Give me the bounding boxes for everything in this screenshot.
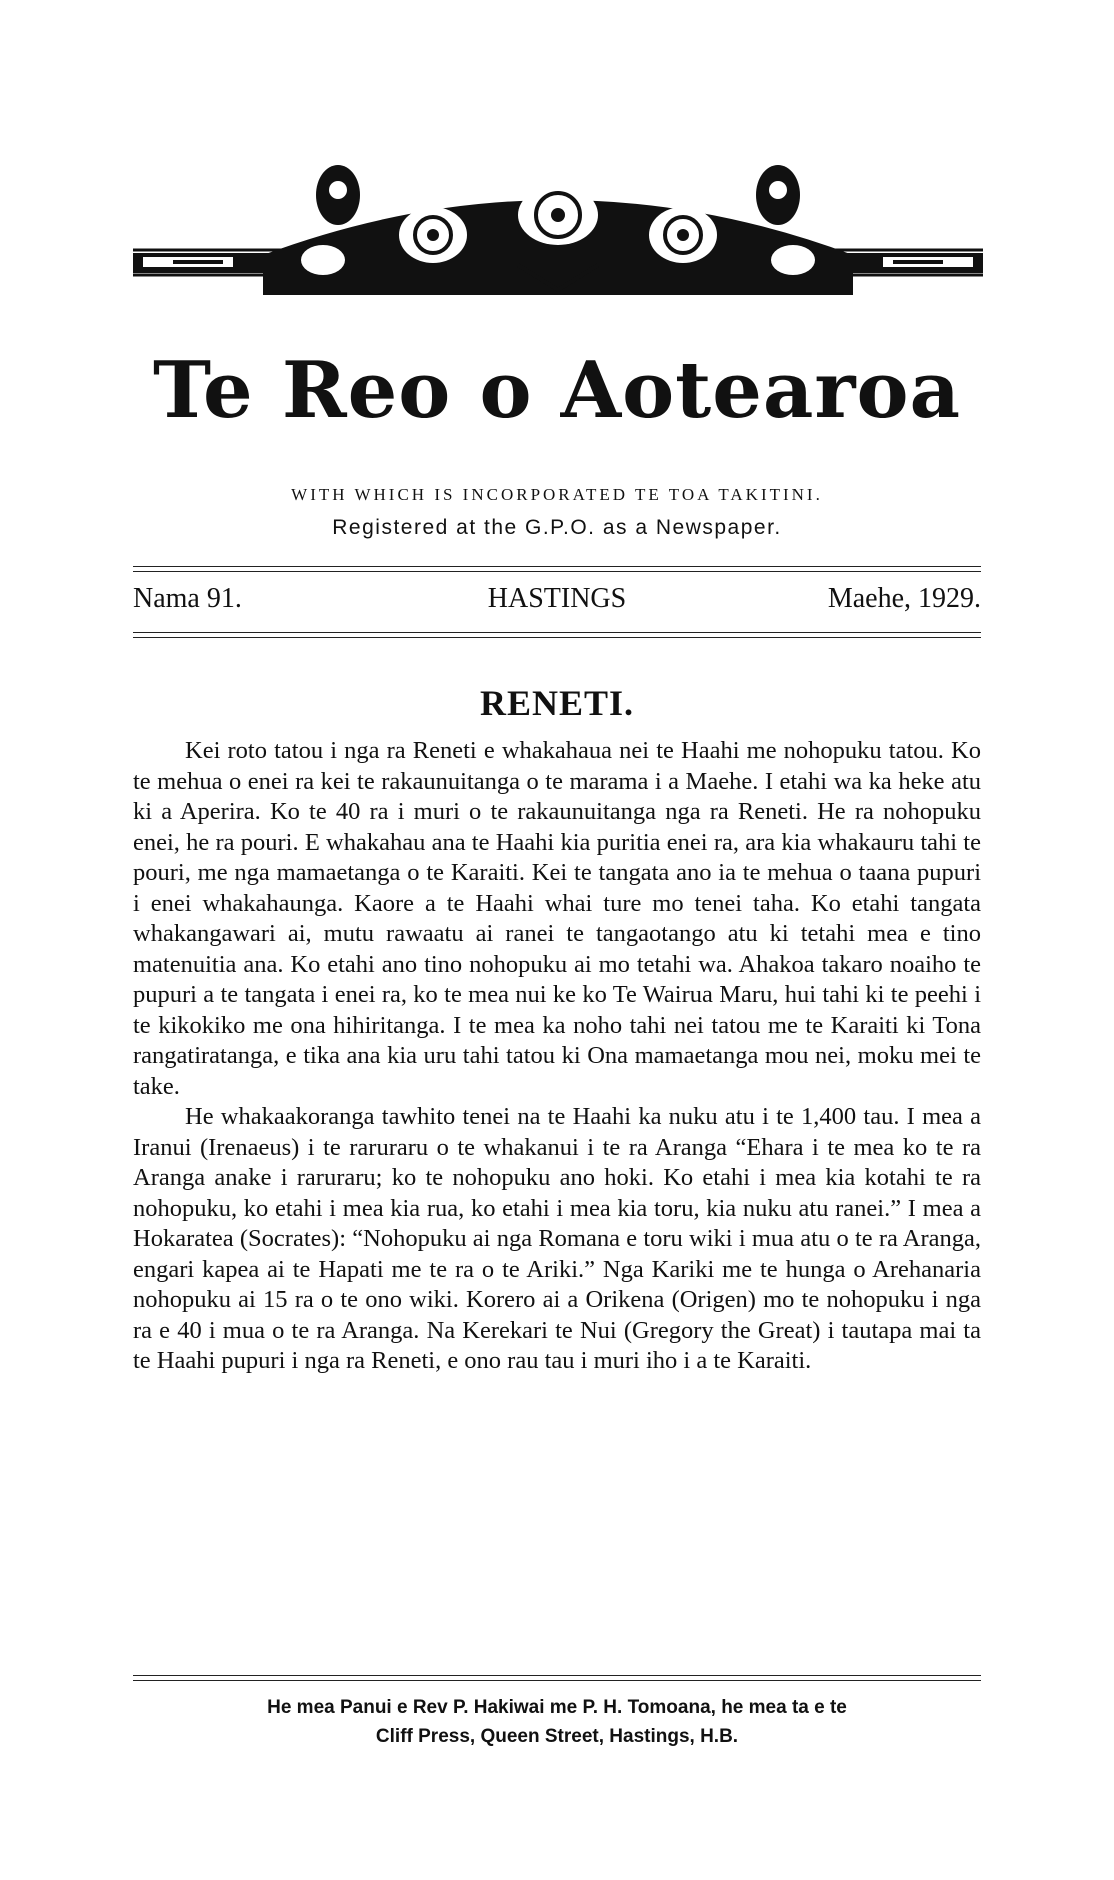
article-paragraph-2: He whakaakoranga tawhito tenei na te Haahi ka nuku atu i te 1,400 tau. I mea a Iranui (Irenaeus) i te raruraru o te whakanui i te ra Aranga “Ehara i te mea ko te ra Aranga anake i raruraru; ko te nohopuku ano hoki. Ko etahi i mea kia kotahi te ra nohopuku, ko etahi i mea kia rua, ko etahi i mea kia toru, kia nuku atu ranei.” I mea a Hokaratea (Socrates): “Nohopuku ai nga Romana e toru wiki i mua atu o te ra Aranga, engari kapea ai te Hapati me te ra o te Ariki.” Nga Kariki me te hunga o Arehanaria nohopuku ai 15 ra o te ono wiki. Korero ai a Orikena (Origen) mo te nohopuku i nga ra e 40 i mua o te ra Aranga. Na Kerekari te Nui (Gregory the Great) i tautapa mai ta te Haahi pupuri i nga ra Reneti, e ono rau tau i muri iho i a te Karaiti. (133, 1103, 981, 1374)
masthead-rule (133, 566, 981, 572)
issue-date: Maehe, 1929. (827, 583, 981, 614)
issue-place: HASTINGS (487, 583, 627, 614)
imprint-line-1: He mea Panui e Rev P. Hakiwai me P. H. Tomoana, he mea ta e te (267, 1697, 847, 1718)
footer-rule (133, 1675, 981, 1681)
article-body (133, 736, 981, 1377)
carved-banner-ornament (133, 155, 983, 300)
masthead-registered-line: Registered at the G.P.O. as a Newspaper. (332, 516, 782, 539)
printer-imprint (133, 1693, 981, 1751)
issue-line (133, 583, 981, 619)
issue-number: Nama 91. (133, 583, 242, 614)
masthead-title: Te Reo o Aotearoa (152, 345, 962, 436)
masthead-incorporated-line: WITH WHICH IS INCORPORATED TE TOA TAKITINI. (291, 485, 823, 504)
article-paragraph-1: Kei roto tatou i nga ra Reneti e whakahaua nei te Haahi me nohopuku tatou. Ko te mehua o enei ra kei te rakaunuitanga o te marama i a Maehe. I etahi wa ka heke atu ki a Aperira. Ko te 40 ra i muri o te rakaunuitanga nga ra Reneti. He ra nohopuku enei, he ra pouri. E whakahau ana te Haahi kia puritia enei ra, ara kia whakauru tahi te pouri, me nga mamaetanga o te Karaiti. Kei te tangata ano ia te mehua o taana pupuri i enei whakahaunga. Kaore a te Haahi whai ture mo tenei taha. Ko etahi tangata whakangawari ai, mutu rawaatu ai ranei te tangaotango atu ki tetahi mea e tino matenuitia ana. Ko etahi ano tino nohopuku ai mo tetahi wa. Ahakoa takaro noaiho te pupuri a te tangata i enei ra, ko te mea nui ke ko Te Wairua Maru, hui tahi ki te peehi i te kikokiko me ona hihiritanga. I te mea ka noho tahi nei tatou me te Karaiti ki Tona rangatiratanga, e tika ana kia uru tahi tatou ki Ona mamaetanga mou nei, moku mei te take. (133, 737, 981, 1100)
article-heading: RENETI. (479, 683, 635, 723)
imprint-line-2: Cliff Press, Queen Street, Hastings, H.B. (375, 1726, 739, 1747)
issue-rule (133, 632, 981, 638)
